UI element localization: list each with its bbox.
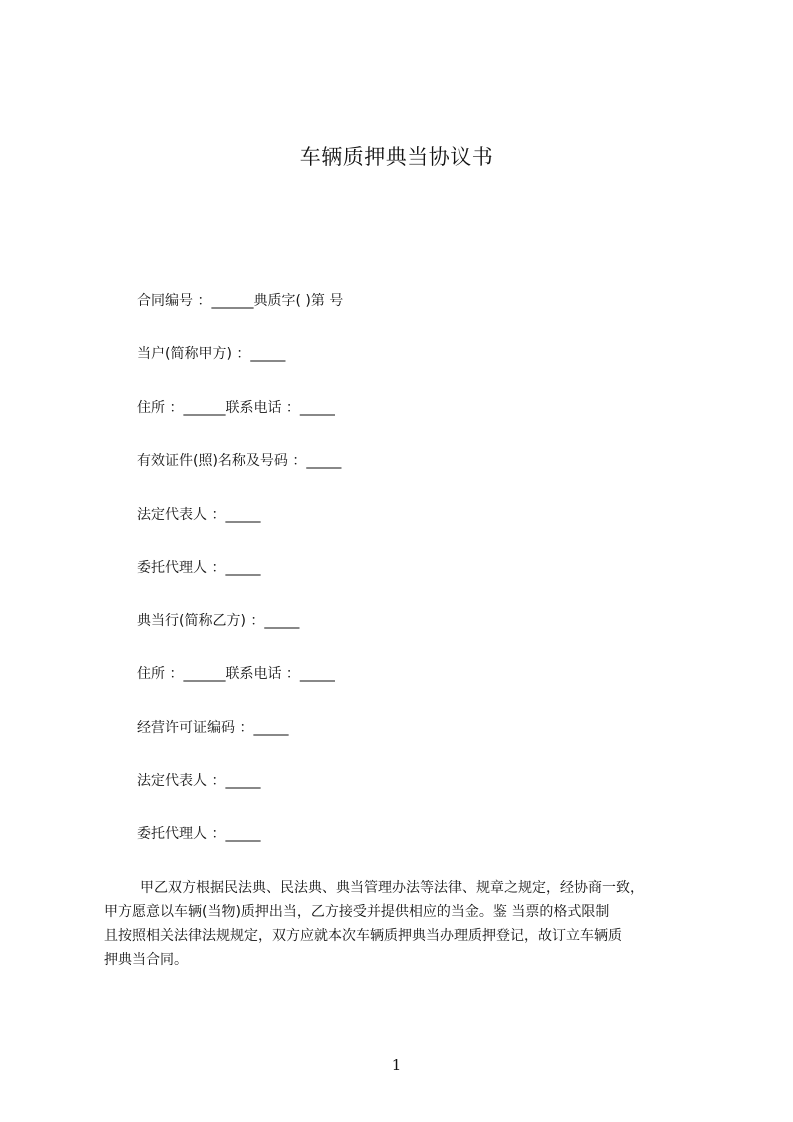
business-license-number-field: 经营许可证编码 ：_____ [137,720,289,736]
party-b-legal-representative-field: 法定代表人 ：_____ [137,773,261,789]
party-b-authorized-agent-field: 委托代理人 ：_____ [137,826,261,842]
paragraph-line: 甲方愿意以车辆(当物)质押出当，乙方接受并提供相应的当金。鉴 当票的格式限制 [104,904,610,920]
contract-number-field: 合同编号 ：______典质字( )第 号 [137,293,344,309]
party-a-authorized-agent-field: 委托代理人 ：_____ [137,560,261,576]
party-b-address-phone-field: 住所 ：______联系电话 ：_____ [137,666,335,682]
paragraph-line: 且按照相关法律法规规定，双方应就本次车辆质押典当办理质押登记，故订立车辆质 [104,928,622,944]
pawnshop-party-b-field: 典当行(简称乙方) ：_____ [137,613,300,629]
paragraph-line: 押典当合同。 [104,952,188,968]
document-title: 车辆质押典当协议书 [299,145,494,169]
party-a-legal-representative-field: 法定代表人 ：_____ [137,507,261,523]
pawner-party-a-field: 当户(简称甲方) ：_____ [137,346,286,362]
party-a-id-document-field: 有效证件(照)名称及号码 ：_____ [137,453,342,469]
agreement-preamble-paragraph [104,876,716,972]
paragraph-line: 甲乙双方根据民法典、民法典、典当管理办法等法律、规章之规定，经协商一致， [140,880,644,896]
party-a-address-phone-field: 住所 ：______联系电话 ：_____ [137,400,335,416]
page-number: 1 [391,1056,402,1074]
